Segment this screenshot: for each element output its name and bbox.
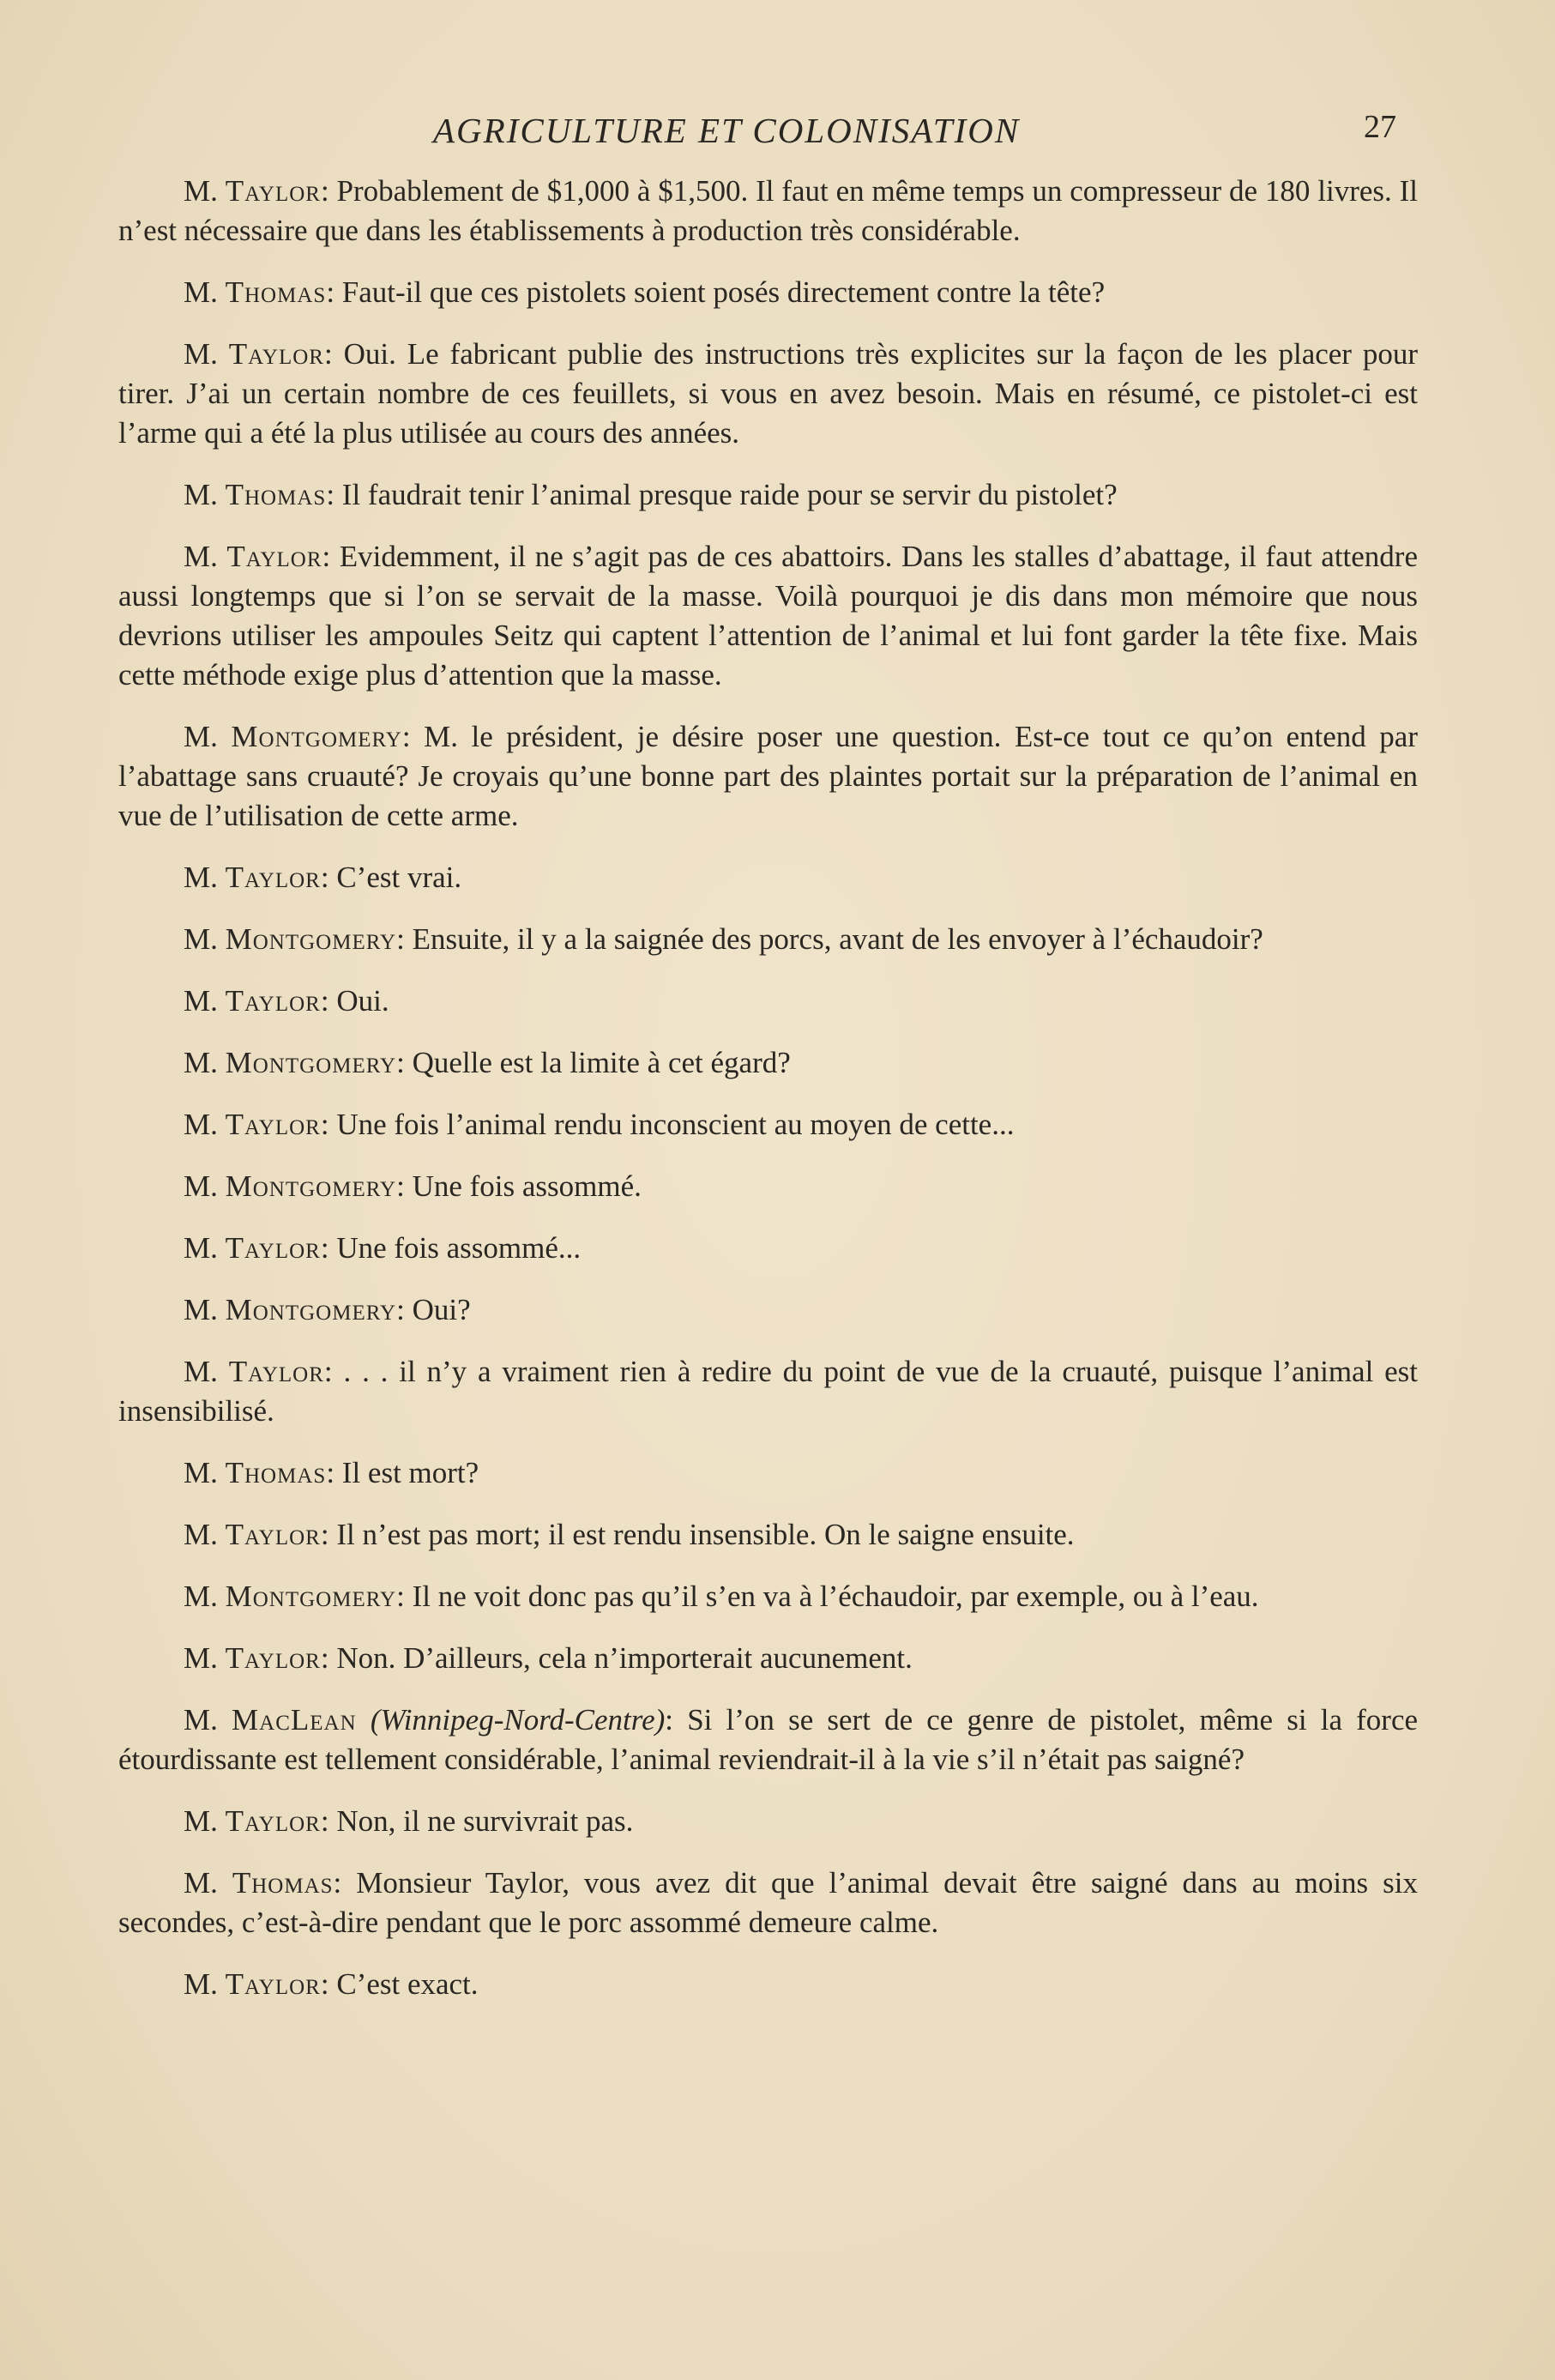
speaker-name: Taylor <box>226 540 322 573</box>
speaker-title: M. <box>184 540 218 573</box>
transcript-paragraph: M. Taylor: . . . il n’y a vraiment rien à redire du point de vue de la cruauté, puisque l’animal est insensibilisé. <box>118 1355 1419 1428</box>
speaker-name: Taylor <box>225 984 321 1018</box>
speaker-name: Taylor <box>225 1231 321 1265</box>
transcript-paragraph: M. Taylor: C’est vrai. <box>184 861 462 894</box>
speech-text: Oui. Le fabricant publie des instructions très explicites sur la façon de les placer pour tirer. J’ai un certain nombre de ces feuillets, si vous en avez besoin. Mais en résumé, ce pistolet-ci est l’arme qui a été la plus utilisée au cours des années. <box>118 337 1418 450</box>
speaker-title: M. <box>184 1046 218 1079</box>
transcript-paragraph: M. Taylor: Une fois assommé... <box>184 1231 582 1265</box>
speech-text: Evidemment, il ne s’agit pas de ces abattoirs. Dans les stalles d’abattage, il faut attendre aussi longtemps que si l’on se servait de la masse. Voilà pourquoi je dis dans mon mémoire que nous devrions utiliser les ampoules Seitz qui captent l’attention de l’animal et lui font garder la tête fixe. Mais cette méthode exige plus d’attention que la masse. <box>118 540 1418 692</box>
speaker-title: M. <box>184 1108 218 1141</box>
speaker-name: Taylor <box>225 174 321 208</box>
speaker-title: M. <box>184 1518 218 1551</box>
speaker-title: M. <box>184 1355 218 1388</box>
speaker-name: Montgomery <box>225 1293 397 1326</box>
speaker-title: M. <box>184 1293 218 1326</box>
speaker-name: Taylor <box>225 1967 321 2001</box>
speaker-title: M. <box>184 1169 218 1203</box>
speech-text: Oui? <box>412 1293 471 1326</box>
speaker-name: Taylor <box>225 861 321 894</box>
transcript-paragraph: M. Montgomery: Quelle est la limite à cet égard? <box>184 1046 791 1079</box>
speaker-name: Montgomery <box>231 720 402 753</box>
speech-text: M. le président, je désire poser une question. Est-ce tout ce qu’on entend par l’abattage sans cruauté? Je croyais qu’une bonne part des plaintes portait sur la préparation de l’animal en vue de l’utilisation de cette arme. <box>118 720 1418 832</box>
transcript-paragraph: M. Taylor: Oui. <box>184 984 389 1018</box>
transcript-paragraph: M. Taylor: C’est exact. <box>184 1967 479 2001</box>
running-head: AGRICULTURE ET COLONISATION <box>433 111 1021 150</box>
speaker-title: M. <box>184 1641 218 1675</box>
transcript-paragraph: M. Taylor: Oui. Le fabricant publie des instructions très explicites sur la façon de les placer pour tirer. J’ai un certain nombre de ces feuillets, si vous en avez besoin. Mais en résumé, ce pistolet-ci est l’arme qui a été la plus utilisée au cours des années. <box>118 337 1418 450</box>
speaker-title: M. <box>184 478 218 511</box>
page-number: 27 <box>1364 109 1396 145</box>
speaker-name: Montgomery <box>225 1580 397 1613</box>
speaker-title: M. <box>184 1703 218 1737</box>
speech-text: C’est vrai. <box>336 861 462 894</box>
speaker-title: M. <box>184 922 218 956</box>
speaker-title: M. <box>184 174 218 208</box>
transcript-paragraph: M. Taylor: Evidemment, il ne s’agit pas de ces abattoirs. Dans les stalles d’abattage, il faut attendre aussi longtemps que si l’on se servait de la masse. Voilà pourquoi je dis dans mon mémoire que nous devrions utiliser les ampoules Seitz qui captent l’attention de l’animal et lui font garder la tête fixe. Mais cette méthode exige plus d’attention que la masse. <box>118 540 1418 692</box>
speaker-title: M. <box>184 861 218 894</box>
transcript-paragraph: M. Taylor: Une fois l’animal rendu inconscient au moyen de cette... <box>184 1108 1015 1141</box>
speaker-title: M. <box>184 337 218 371</box>
speaker-name: Taylor <box>228 337 324 371</box>
speech-text: . . . il n’y a vraiment rien à redire du point de vue de la cruauté, puisque l’animal est insensibilisé. <box>118 1355 1419 1428</box>
transcript-paragraph: M. Montgomery: Il ne voit donc pas qu’il s’en va à l’échaudoir, par exemple, ou à l’eau. <box>184 1580 1259 1613</box>
speaker-name: Montgomery <box>225 922 397 956</box>
speaker-title: M. <box>184 1456 218 1489</box>
speaker-title: M. <box>184 1580 218 1613</box>
speaker-name: Montgomery <box>225 1046 397 1079</box>
speaker-title: M. <box>184 1231 218 1265</box>
speech-text: Il faudrait tenir l’animal presque raide pour se servir du pistolet? <box>341 478 1118 511</box>
speech-text: Quelle est la limite à cet égard? <box>412 1046 791 1079</box>
speaker-title: M. <box>184 1967 218 2001</box>
speech-text: Il est mort? <box>341 1456 479 1489</box>
speech-text: Monsieur Taylor, vous avez dit que l’animal devait être saigné dans au moins six secondes, c’est-à-dire pendant que le porc assommé demeure calme. <box>118 1866 1418 1939</box>
speech-text: Si l’on se sert de ce genre de pistolet, même si la force étourdissante est tellement considérable, l’animal reviendrait-il à la vie s’il n’était pas saigné? <box>118 1703 1419 1776</box>
transcript-paragraph: M. MacLean (Winnipeg-Nord-Centre): Si l’on se sert de ce genre de pistolet, même si la force étourdissante est tellement considérable, l’animal reviendrait-il à la vie s’il n’était pas saigné? <box>118 1703 1419 1776</box>
speaker-name: Thomas <box>225 1456 327 1489</box>
speech-text: Une fois assommé... <box>336 1231 582 1265</box>
speech-text: Faut-il que ces pistolets soient posés directement contre la tête? <box>341 275 1106 309</box>
speaker-title: M. <box>184 720 218 753</box>
transcript-paragraph: M. Taylor: Non, il ne survivrait pas. <box>184 1804 634 1838</box>
speaker-title: M. <box>184 275 218 309</box>
speaker-title: M. <box>184 1866 218 1900</box>
speaker-title: M. <box>184 984 218 1018</box>
transcript-paragraph: M. Thomas: Il est mort? <box>184 1456 479 1489</box>
transcript-paragraph: M. Thomas: Faut-il que ces pistolets soient posés directement contre la tête? <box>184 275 1106 309</box>
transcript-paragraph: M. Montgomery: M. le président, je désire poser une question. Est-ce tout ce qu’on entend par l’abattage sans cruauté? Je croyais qu’une bonne part des plaintes portait sur la préparation de l’animal en vue de l’utilisation de cette arme. <box>118 720 1418 832</box>
speaker-name: MacLean <box>232 1703 357 1737</box>
transcript-paragraph: M. Thomas: Il faudrait tenir l’animal presque raide pour se servir du pistolet? <box>184 478 1118 511</box>
speaker-name: Montgomery <box>225 1169 397 1203</box>
speaker-name: Taylor <box>225 1804 321 1838</box>
speaker-name: Thomas <box>225 478 327 511</box>
speech-text: Une fois assommé. <box>412 1169 642 1203</box>
transcript-paragraph: M. Taylor: Il n’est pas mort; il est rendu insensible. On le saigne ensuite. <box>184 1518 1075 1551</box>
transcript-paragraph: M. Thomas: Monsieur Taylor, vous avez dit que l’animal devait être saigné dans au moins six secondes, c’est-à-dire pendant que le porc assommé demeure calme. <box>118 1866 1418 1939</box>
speaker-constituency: (Winnipeg-Nord-Centre) <box>370 1703 666 1737</box>
transcript-paragraph: M. Montgomery: Ensuite, il y a la saignée des porcs, avant de les envoyer à l’échaudoir? <box>184 922 1263 956</box>
speech-text: Une fois l’animal rendu inconscient au moyen de cette... <box>336 1108 1015 1141</box>
speech-text: Non, il ne survivrait pas. <box>336 1804 634 1838</box>
speaker-name: Thomas <box>225 275 327 309</box>
transcript-paragraph: M. Montgomery: Oui? <box>184 1293 471 1326</box>
speaker-title: M. <box>184 1804 218 1838</box>
transcript-body <box>118 172 1418 2027</box>
speaker-name: Taylor <box>225 1518 321 1551</box>
transcript-paragraph: M. Taylor: Non. D’ailleurs, cela n’importerait aucunement. <box>184 1641 913 1675</box>
speech-text: Ensuite, il y a la saignée des porcs, avant de les envoyer à l’échaudoir? <box>412 922 1263 956</box>
speaker-name: Thomas <box>232 1866 334 1900</box>
speech-text: Il n’est pas mort; il est rendu insensible. On le saigne ensuite. <box>336 1518 1075 1551</box>
speech-text: C’est exact. <box>336 1967 479 2001</box>
speaker-name: Taylor <box>225 1641 321 1675</box>
speaker-name: Taylor <box>228 1355 324 1388</box>
speech-text: Probablement de $1,000 à $1,500. Il faut en même temps un compresseur de 180 livres. Il n’est nécessaire que dans les établissements à production très considérable. <box>118 174 1419 247</box>
speech-text: Non. D’ailleurs, cela n’importerait aucunement. <box>336 1641 913 1675</box>
speech-text: Il ne voit donc pas qu’il s’en va à l’échaudoir, par exemple, ou à l’eau. <box>412 1580 1259 1613</box>
transcript-paragraph: M. Taylor: Probablement de $1,000 à $1,500. Il faut en même temps un compresseur de 180 livres. Il n’est nécessaire que dans les établissements à production très considérable. <box>118 174 1419 247</box>
transcript-paragraph: M. Montgomery: Une fois assommé. <box>184 1169 642 1203</box>
speech-text: Oui. <box>336 984 389 1018</box>
speaker-name: Taylor <box>225 1108 321 1141</box>
